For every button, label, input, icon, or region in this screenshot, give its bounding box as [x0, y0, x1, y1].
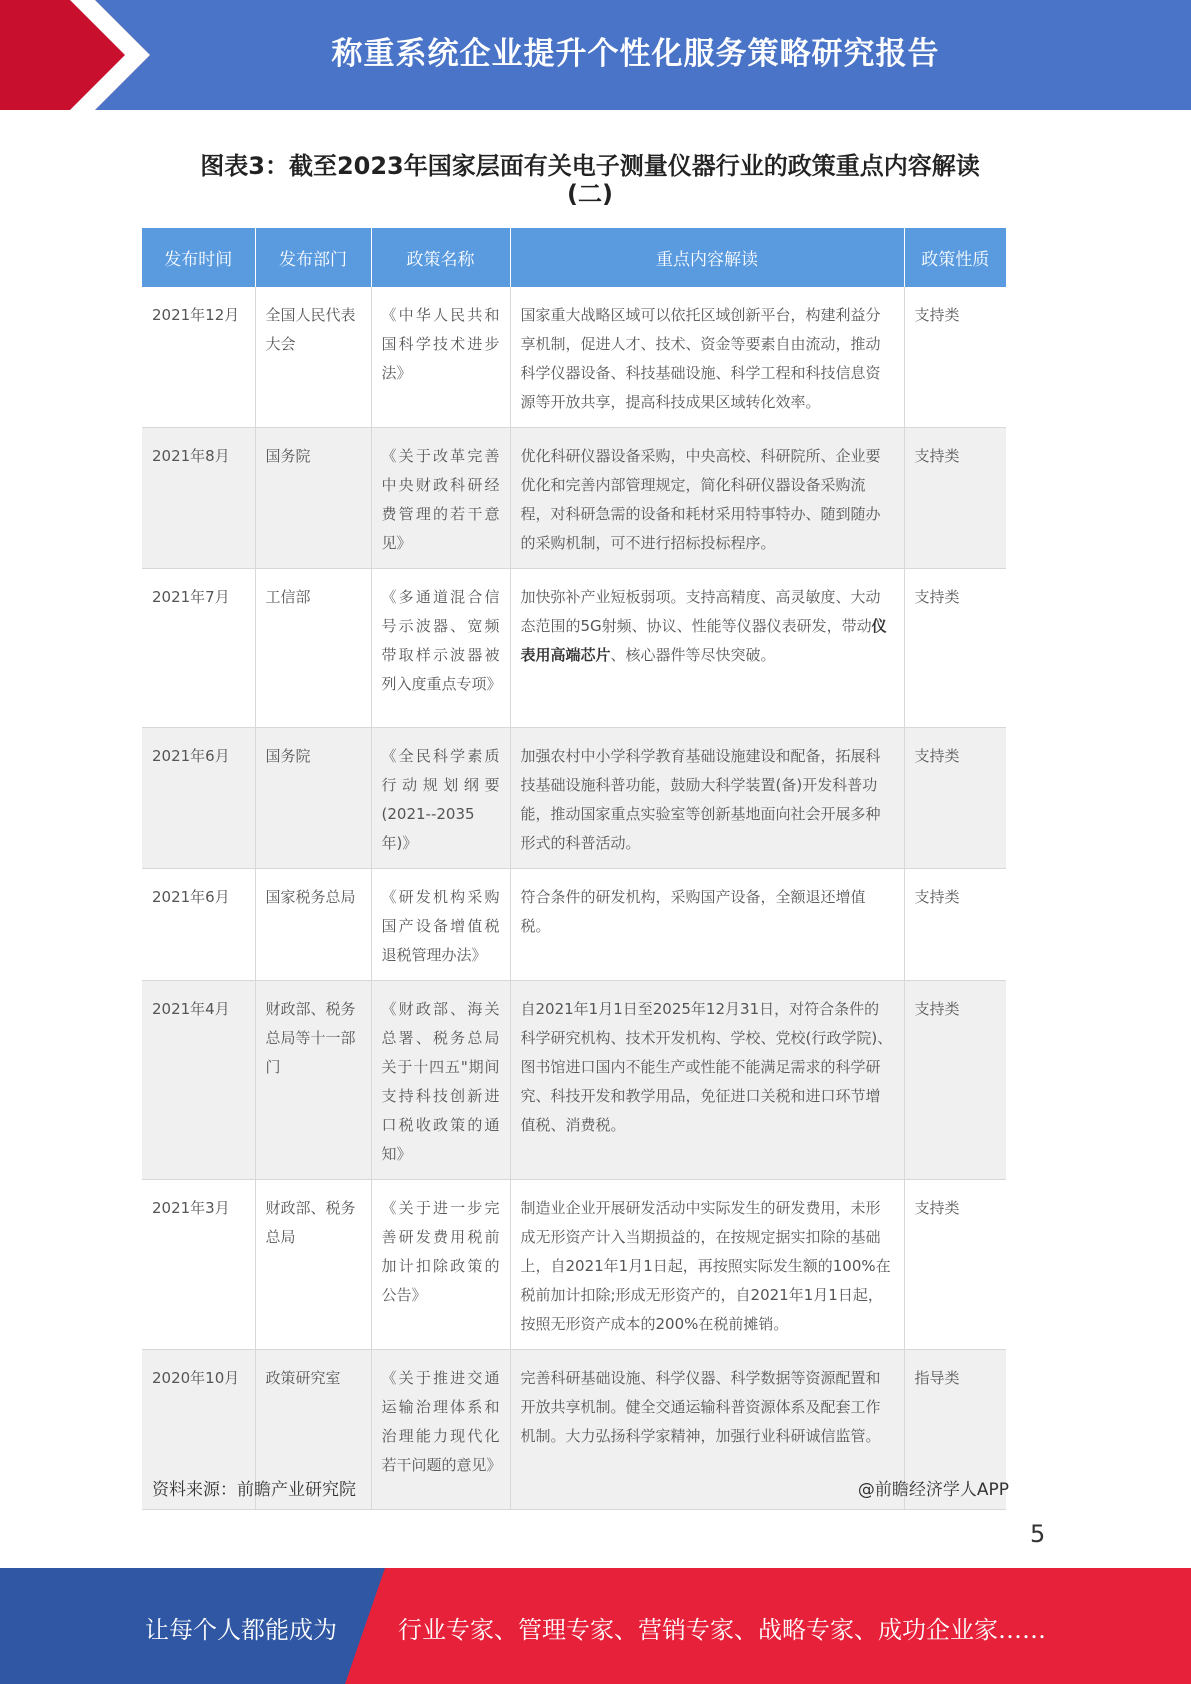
cell-dept: 全国人民代表大会 — [255, 287, 371, 428]
footer-slogan-left: 让每个人都能成为 — [145, 1616, 337, 1644]
cell-time: 2021年6月 — [142, 728, 255, 869]
header-time: 发布时间 — [142, 228, 255, 287]
cell-nature: 支持类 — [904, 1180, 1006, 1350]
table-row — [142, 428, 1006, 569]
cell-content: 国家重大战略区域可以依托区域创新平台，构建利益分享机制，促进人才、技术、资金等要素自由流动，推动科学仪器设备、科技基础设施、科学工程和科技信息资源等开放共享，提高科技成果区域转化效率。 — [510, 287, 904, 428]
cell-content: 符合条件的研发机构，采购国产设备，全额退还增值税。 — [510, 869, 904, 981]
cell-name: 《研发机构采购国产设备增值税退税管理办法》 — [371, 869, 510, 981]
table-row — [142, 981, 1006, 1180]
table-row — [142, 728, 1006, 869]
header-nature: 政策性质 — [904, 228, 1006, 287]
header-name: 政策名称 — [371, 228, 510, 287]
cell-content: 制造业企业开展研发活动中实际发生的研发费用，未形成无形资产计入当期损益的，在按规定据实扣除的基础上，自2021年1月1日起，再按照实际发生额的100%在税前加计扣除;形成无形资产的，自2021年1月1日起，按照无形资产成本的200%在税前摊销。 — [510, 1180, 904, 1350]
cell-content: 完善科研基础设施、科学仪器、科学数据等资源配置和开放共享机制。健全交通运输科普资源体系及配套工作机制。大力弘扬科学家精神，加强行业科研诚信监管。 — [510, 1350, 904, 1510]
cell-content: 加强农村中小学科学教育基础设施建设和配备，拓展科技基础设施科普功能，鼓励大科学装置(备)开发科普功能，推动国家重点实验室等创新基地面向社会开展多种形式的科普活动。 — [510, 728, 904, 869]
cell-time: 2021年12月 — [142, 287, 255, 428]
cell-name: 《关于推进交通运输治理体系和治理能力现代化若干问题的意见》 — [371, 1350, 510, 1510]
table-header-row — [142, 228, 1006, 287]
figure-title-line1: 图表3：截至2023年国家层面有关电子测量仪器行业的政策重点内容解读 — [200, 152, 980, 180]
figure-title — [150, 152, 1030, 208]
cell-content: 自2021年1月1日至2025年12月31日，对符合条件的科学研究机构、技术开发机构、学校、党校(行政学院)、图书馆进口国内不能生产或性能不能满足需求的科学研究、科技开发和教学用品，免征进口关税和进口环节增值税、消费税。 — [510, 981, 904, 1180]
page-number: 5 — [1030, 1520, 1046, 1548]
header-content: 重点内容解读 — [510, 228, 904, 287]
cell-dept: 工信部 — [255, 569, 371, 728]
cell-name: 《多通道混合信号示波器、宽频带取样示波器被列入度重点专项》 — [371, 569, 510, 728]
cell-name: 《全民科学素质行动规划纲要(2021--2035年)》 — [371, 728, 510, 869]
policy-table — [142, 228, 1006, 1510]
cell-time: 2021年7月 — [142, 569, 255, 728]
cell-time: 2021年4月 — [142, 981, 255, 1180]
cell-name: 《关于进一步完善研发费用税前加计扣除政策的公告》 — [371, 1180, 510, 1350]
table-row — [142, 569, 1006, 728]
cell-nature: 指导类 — [904, 1350, 1006, 1510]
cell-dept: 国务院 — [255, 728, 371, 869]
content-bold-text: 仪表用高端芯片 — [520, 617, 887, 664]
cell-content — [510, 569, 904, 728]
figure-title-line2: (二) — [567, 180, 613, 208]
table-row — [142, 287, 1006, 428]
cell-nature: 支持类 — [904, 428, 1006, 569]
cell-name: 《中华人民共和国科学技术进步法》 — [371, 287, 510, 428]
cell-time: 2020年10月 — [142, 1350, 255, 1510]
cell-nature: 支持类 — [904, 728, 1006, 869]
table-row — [142, 1180, 1006, 1350]
cell-dept: 政策研究室 — [255, 1350, 371, 1510]
cell-dept: 国务院 — [255, 428, 371, 569]
cell-time: 2021年8月 — [142, 428, 255, 569]
footer-slogan-right: 行业专家、管理专家、营销专家、战略专家、成功企业家…… — [398, 1616, 1046, 1644]
cell-dept: 财政部、税务总局 — [255, 1180, 371, 1350]
content-text: 加快弥补产业短板弱项。支持高精度、高灵敏度、大动态范围的5G射频、协议、性能等仪器仪表研发，带动 — [520, 588, 881, 635]
header-banner — [0, 0, 1191, 110]
cell-name: 《关于改革完善中央财政科研经费管理的若干意见》 — [371, 428, 510, 569]
cell-content: 优化科研仪器设备采购，中央高校、科研院所、企业要优化和完善内部管理规定，简化科研仪器设备采购流程，对科研急需的设备和耗材采用特事特办、随到随办的采购机制，可不进行招标投标程序。 — [510, 428, 904, 569]
cell-nature: 支持类 — [904, 569, 1006, 728]
cell-nature: 支持类 — [904, 869, 1006, 981]
source-label: 资料来源：前瞻产业研究院 — [152, 1480, 356, 1500]
app-credit: @前瞻经济学人APP — [857, 1480, 1009, 1500]
cell-nature: 支持类 — [904, 287, 1006, 428]
content-text-end: 、核心器件等尽快突破。 — [610, 646, 776, 664]
report-title: 称重系统企业提升个性化服务策略研究报告 — [331, 35, 940, 72]
header-dept: 发布部门 — [255, 228, 371, 287]
cell-nature: 支持类 — [904, 981, 1006, 1180]
cell-dept: 国家税务总局 — [255, 869, 371, 981]
cell-dept: 财政部、税务总局等十一部门 — [255, 981, 371, 1180]
cell-time: 2021年3月 — [142, 1180, 255, 1350]
cell-name: 《财政部、海关总署、税务总局关于十四五"期间支持科技创新进口税收政策的通知》 — [371, 981, 510, 1180]
table-row — [142, 869, 1006, 981]
cell-time: 2021年6月 — [142, 869, 255, 981]
